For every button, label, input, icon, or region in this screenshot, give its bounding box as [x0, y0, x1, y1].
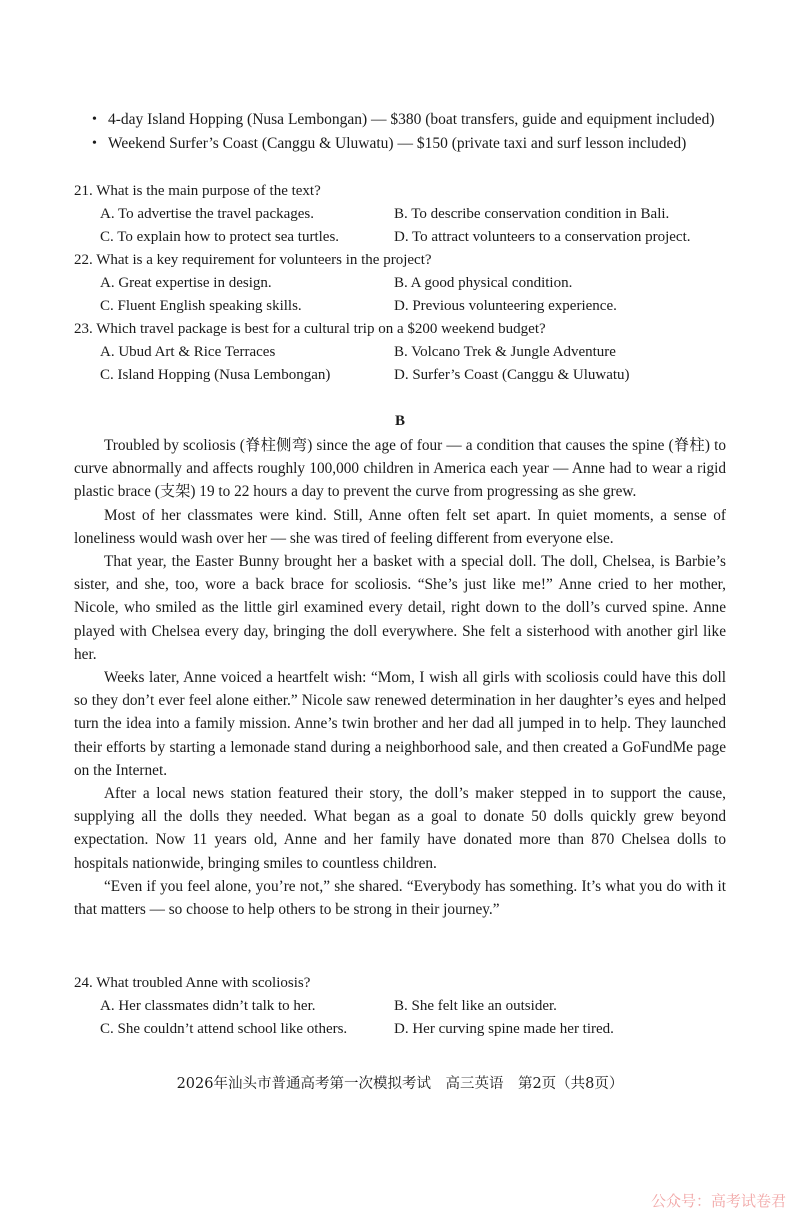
paragraph: Weeks later, Anne voiced a heartfelt wish: “Mom, I wish all girls with scoliosis could have this doll so they don’t ever feel alone either.” Nicole saw renewed determination in her daughter’s eyes and helped turn the idea into a family mission. Anne’s twin brother and her dad all jumped in to help. They launched their efforts by starting a lemonade stand during a neighborhood sale, and then created a GoFundMe page on the Internet.	[74, 669, 726, 779]
list-item	[92, 108, 752, 131]
paragraph: That year, the Easter Bunny brought her a basket with a special doll. The doll, Chelsea, is Barbie’s sister, and she, too, wore a back brace for scoliosis. “She’s just like me!” Anne cried to her mother, Nicole, who smiled as the little girl examined every detail, right down to the doll’s curved spine. Anne played with Chelsea every day, bringing the doll everywhere. She felt a sisterhood with another girl like her.	[74, 553, 726, 663]
package-text: Weekend Surfer’s Coast (Canggu & Uluwatu) — $150 (private taxi and surf lesson included)	[108, 135, 687, 152]
paragraph: After a local news station featured their story, the doll’s maker stepped in to support the cause, supplying all the dolls they needed. What began as a goal to donate 50 dolls quickly grew beyond expectation. Now 11 years old, Anne and her family have donated more than 870 Chelsea dolls to hospitals nationwide, bringing smiles to countless children.	[74, 785, 726, 872]
option-a: A. Great expertise in design.	[100, 275, 272, 291]
paragraph: Troubled by scoliosis (脊柱侧弯) since the age of four — a condition that causes the spine (脊柱) to curve abnormally and affects roughly 100,000 children in America each year — Anne had to wear a rigid plastic brace (支架) 19 to 22 hours a day to prevent the curve from progressing as she grew.	[74, 437, 726, 501]
bullet-icon: •	[92, 136, 97, 151]
paragraph: Most of her classmates were kind. Still, Anne often felt set apart. In quiet moments, a sense of loneliness would wash over her — she was tired of feeling different from everyone else.	[74, 506, 726, 547]
option-d: D. Her curving spine made her tired.	[394, 1021, 614, 1037]
option-a: A. To advertise the travel packages.	[100, 206, 315, 222]
paragraph: “Even if you feel alone, you’re not,” she shared. “Everybody has something. It’s what you do with it that matters — so choose to help others to be strong in their journey.”	[74, 877, 726, 919]
option-c: C. Fluent English speaking skills.	[100, 298, 302, 314]
question-21	[74, 180, 754, 249]
question-stem: 22. What is a key requirement for volunteers in the project?	[74, 252, 432, 268]
option-b: B. To describe conservation condition in Bali.	[394, 206, 670, 222]
list-item	[92, 132, 752, 155]
question-stem: 23. Which travel package is best for a cultural trip on a $200 weekend budget?	[74, 321, 546, 337]
option-c: C. Island Hopping (Nusa Lembongan)	[100, 367, 331, 383]
option-d: D. To attract volunteers to a conservation project.	[394, 229, 691, 245]
option-d: D. Surfer’s Coast (Canggu & Uluwatu)	[394, 367, 630, 383]
option-a: A. Her classmates didn’t talk to her.	[100, 998, 316, 1014]
page-footer: 2026年汕头市普通高考第一次模拟考试 高三英语 第2页（共8页）	[176, 1076, 624, 1092]
package-text: 4-day Island Hopping (Nusa Lembongan) — $380 (boat transfers, guide and equipment included)	[108, 111, 715, 128]
question-stem: 21. What is the main purpose of the text?	[74, 183, 321, 199]
watermark: 公众号：高考试卷君	[650, 1192, 786, 1210]
option-c: C. She couldn’t attend school like others.	[100, 1021, 348, 1037]
reading-passage	[74, 434, 726, 921]
question-stem: 24. What troubled Anne with scoliosis?	[74, 975, 311, 991]
option-c: C. To explain how to protect sea turtles.	[100, 229, 340, 245]
bullet-icon: •	[92, 112, 97, 127]
question-24	[74, 972, 754, 1041]
section-heading: B	[394, 413, 405, 429]
question-22	[74, 249, 754, 318]
option-b: B. A good physical condition.	[394, 275, 573, 291]
option-b: B. She felt like an outsider.	[394, 998, 557, 1014]
travel-package-list	[92, 108, 752, 156]
option-d: D. Previous volunteering experience.	[394, 298, 617, 314]
question-23	[74, 318, 754, 387]
option-b: B. Volcano Trek & Jungle Adventure	[394, 344, 616, 360]
option-a: A. Ubud Art & Rice Terraces	[100, 344, 276, 360]
